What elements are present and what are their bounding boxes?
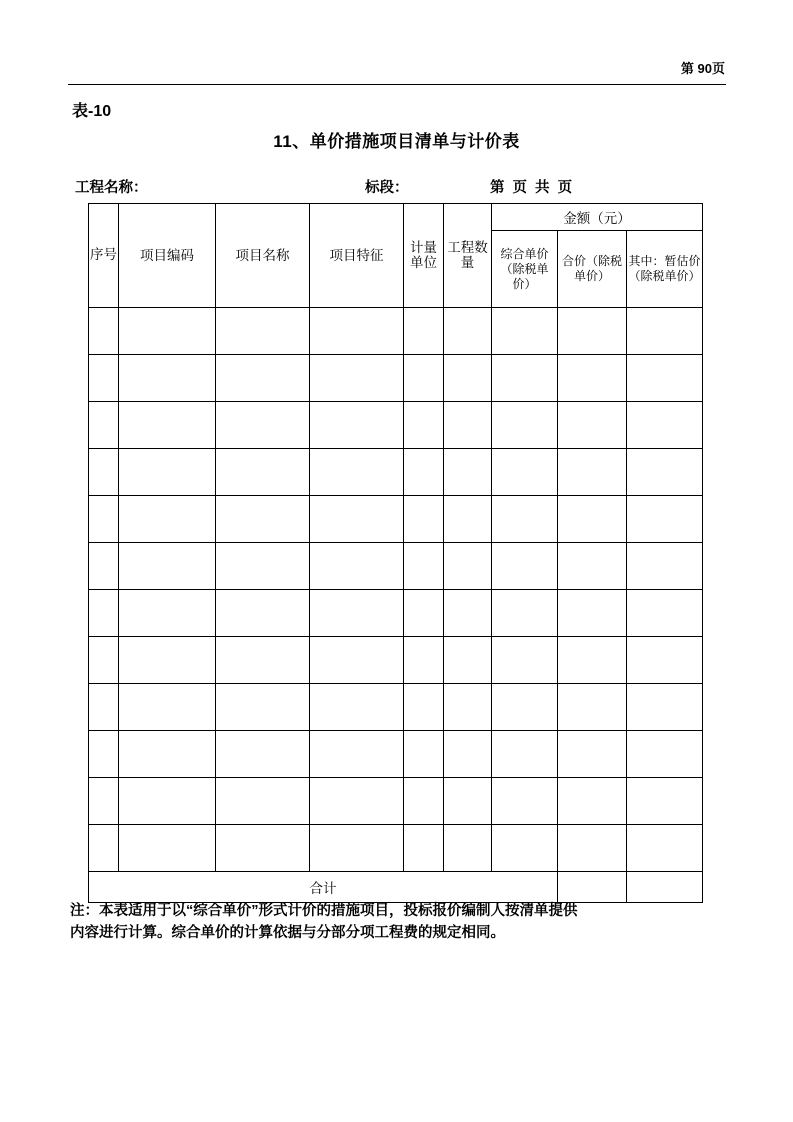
cell-qty[interactable] bbox=[444, 778, 492, 825]
cell-feature[interactable] bbox=[310, 543, 404, 590]
cell-total-price[interactable] bbox=[558, 825, 627, 872]
cell-unit[interactable] bbox=[404, 825, 444, 872]
cell-feature[interactable] bbox=[310, 637, 404, 684]
cell-feature[interactable] bbox=[310, 731, 404, 778]
cell-name[interactable] bbox=[216, 637, 310, 684]
cell-provisional-price[interactable] bbox=[627, 496, 703, 543]
cell-unit[interactable] bbox=[404, 496, 444, 543]
cell-provisional-price[interactable] bbox=[627, 449, 703, 496]
column-header-code: 项目编码 bbox=[119, 204, 216, 308]
cell-total-price[interactable] bbox=[558, 731, 627, 778]
cell-unit[interactable] bbox=[404, 590, 444, 637]
cell-qty[interactable] bbox=[444, 684, 492, 731]
table-row[interactable] bbox=[89, 590, 703, 637]
page-of-label: 第 页 共 页 bbox=[490, 180, 575, 196]
column-header-total-price: 合价（除税单价） bbox=[558, 231, 627, 308]
cell-qty[interactable] bbox=[444, 308, 492, 355]
cell-unit-price[interactable] bbox=[492, 543, 558, 590]
cell-seq[interactable] bbox=[89, 731, 119, 778]
total-provisional[interactable] bbox=[627, 872, 703, 903]
cell-name[interactable] bbox=[216, 825, 310, 872]
cell-feature[interactable] bbox=[310, 778, 404, 825]
cell-unit-price[interactable] bbox=[492, 402, 558, 449]
cell-code[interactable] bbox=[119, 543, 216, 590]
cell-name[interactable] bbox=[216, 308, 310, 355]
table-row[interactable] bbox=[89, 825, 703, 872]
table-row[interactable] bbox=[89, 402, 703, 449]
column-header-amount-group: 金额（元） bbox=[492, 204, 703, 231]
cell-provisional-price[interactable] bbox=[627, 308, 703, 355]
cell-code[interactable] bbox=[119, 684, 216, 731]
cell-name[interactable] bbox=[216, 731, 310, 778]
cell-provisional-price[interactable] bbox=[627, 543, 703, 590]
cell-total-price[interactable] bbox=[558, 449, 627, 496]
cell-feature[interactable] bbox=[310, 449, 404, 496]
cell-unit-price[interactable] bbox=[492, 308, 558, 355]
total-amount[interactable] bbox=[558, 872, 627, 903]
cell-unit-price[interactable] bbox=[492, 778, 558, 825]
cell-name[interactable] bbox=[216, 778, 310, 825]
cell-code[interactable] bbox=[119, 731, 216, 778]
cell-code[interactable] bbox=[119, 449, 216, 496]
total-label: 合计 bbox=[89, 872, 558, 903]
cell-feature[interactable] bbox=[310, 402, 404, 449]
cell-feature[interactable] bbox=[310, 308, 404, 355]
table-header bbox=[89, 204, 703, 308]
cell-unit-price[interactable] bbox=[492, 825, 558, 872]
footnote bbox=[70, 900, 720, 945]
cell-name[interactable] bbox=[216, 449, 310, 496]
cell-unit-price[interactable] bbox=[492, 590, 558, 637]
cell-qty[interactable] bbox=[444, 449, 492, 496]
cell-qty[interactable] bbox=[444, 590, 492, 637]
column-header-feature: 项目特征 bbox=[310, 204, 404, 308]
cell-feature[interactable] bbox=[310, 825, 404, 872]
cell-feature[interactable] bbox=[310, 590, 404, 637]
cell-name[interactable] bbox=[216, 355, 310, 402]
column-header-name: 项目名称 bbox=[216, 204, 310, 308]
cell-total-price[interactable] bbox=[558, 402, 627, 449]
cell-code[interactable] bbox=[119, 308, 216, 355]
table-header-row-group bbox=[89, 204, 703, 231]
cell-seq[interactable] bbox=[89, 778, 119, 825]
cell-unit[interactable] bbox=[404, 731, 444, 778]
cell-unit-price[interactable] bbox=[492, 637, 558, 684]
cell-unit[interactable] bbox=[404, 543, 444, 590]
column-header-qty: 工程数量 bbox=[444, 204, 492, 308]
cell-unit-price[interactable] bbox=[492, 731, 558, 778]
cell-code[interactable] bbox=[119, 402, 216, 449]
footnote-line-1: 注：本表适用于以“综合单价”形式计价的措施项目，投标报价编制人按清单提供 bbox=[70, 903, 578, 919]
cell-unit-price[interactable] bbox=[492, 496, 558, 543]
cell-total-price[interactable] bbox=[558, 590, 627, 637]
cell-total-price[interactable] bbox=[558, 637, 627, 684]
section-label: 标段： bbox=[365, 180, 409, 196]
bill-of-quantities-table bbox=[88, 203, 703, 903]
cell-code[interactable] bbox=[119, 496, 216, 543]
cell-unit[interactable] bbox=[404, 355, 444, 402]
cell-feature[interactable] bbox=[310, 496, 404, 543]
cell-seq[interactable] bbox=[89, 590, 119, 637]
page-title: 11、单价措施项目清单与计价表 bbox=[273, 132, 520, 151]
cell-feature[interactable] bbox=[310, 355, 404, 402]
table-row[interactable] bbox=[89, 355, 703, 402]
form-code: 表-10 bbox=[72, 103, 112, 120]
cell-code[interactable] bbox=[119, 590, 216, 637]
cell-code[interactable] bbox=[119, 355, 216, 402]
cell-qty[interactable] bbox=[444, 402, 492, 449]
cell-seq[interactable] bbox=[89, 355, 119, 402]
column-header-provisional-price: 其中：暂估价（除税单价） bbox=[627, 231, 703, 308]
cell-name[interactable] bbox=[216, 402, 310, 449]
cell-total-price[interactable] bbox=[558, 543, 627, 590]
table-row[interactable] bbox=[89, 543, 703, 590]
table-total-row bbox=[89, 872, 703, 903]
table-row[interactable] bbox=[89, 308, 703, 355]
cell-qty[interactable] bbox=[444, 543, 492, 590]
cell-name[interactable] bbox=[216, 590, 310, 637]
cell-provisional-price[interactable] bbox=[627, 778, 703, 825]
table-body bbox=[89, 308, 703, 903]
bill-of-quantities-table-wrap bbox=[88, 203, 703, 903]
cell-unit[interactable] bbox=[404, 402, 444, 449]
cell-unit[interactable] bbox=[404, 449, 444, 496]
cell-unit[interactable] bbox=[404, 684, 444, 731]
cell-unit[interactable] bbox=[404, 637, 444, 684]
cell-provisional-price[interactable] bbox=[627, 402, 703, 449]
cell-name[interactable] bbox=[216, 543, 310, 590]
cell-qty[interactable] bbox=[444, 355, 492, 402]
cell-qty[interactable] bbox=[444, 731, 492, 778]
cell-seq[interactable] bbox=[89, 308, 119, 355]
table-row[interactable] bbox=[89, 449, 703, 496]
cell-seq[interactable] bbox=[89, 637, 119, 684]
cell-seq[interactable] bbox=[89, 449, 119, 496]
cell-provisional-price[interactable] bbox=[627, 637, 703, 684]
cell-unit-price[interactable] bbox=[492, 355, 558, 402]
cell-qty[interactable] bbox=[444, 637, 492, 684]
table-row[interactable] bbox=[89, 778, 703, 825]
cell-provisional-price[interactable] bbox=[627, 355, 703, 402]
cell-code[interactable] bbox=[119, 825, 216, 872]
cell-total-price[interactable] bbox=[558, 355, 627, 402]
cell-unit[interactable] bbox=[404, 778, 444, 825]
cell-seq[interactable] bbox=[89, 496, 119, 543]
cell-qty[interactable] bbox=[444, 825, 492, 872]
cell-code[interactable] bbox=[119, 637, 216, 684]
footnote-line-2: 内容进行计算。综合单价的计算依据与分部分项工程费的规定相同。 bbox=[70, 925, 505, 942]
table-row[interactable] bbox=[89, 496, 703, 543]
cell-unit[interactable] bbox=[404, 308, 444, 355]
table-row[interactable] bbox=[89, 731, 703, 778]
cell-code[interactable] bbox=[119, 778, 216, 825]
header-divider bbox=[68, 84, 726, 85]
cell-provisional-price[interactable] bbox=[627, 590, 703, 637]
page-number: 第 90页 bbox=[680, 61, 725, 76]
table-row[interactable] bbox=[89, 684, 703, 731]
cell-unit-price[interactable] bbox=[492, 449, 558, 496]
cell-total-price[interactable] bbox=[558, 496, 627, 543]
column-header-unit: 计量单位 bbox=[404, 204, 444, 308]
cell-name[interactable] bbox=[216, 496, 310, 543]
cell-name[interactable] bbox=[216, 684, 310, 731]
cell-provisional-price[interactable] bbox=[627, 684, 703, 731]
cell-seq[interactable] bbox=[89, 684, 119, 731]
cell-seq[interactable] bbox=[89, 825, 119, 872]
cell-seq[interactable] bbox=[89, 402, 119, 449]
cell-unit-price[interactable] bbox=[492, 684, 558, 731]
cell-total-price[interactable] bbox=[558, 778, 627, 825]
column-header-unit-price: 综合单价（除税单价） bbox=[492, 231, 558, 308]
table-row[interactable] bbox=[89, 637, 703, 684]
cell-total-price[interactable] bbox=[558, 308, 627, 355]
cell-provisional-price[interactable] bbox=[627, 731, 703, 778]
cell-total-price[interactable] bbox=[558, 684, 627, 731]
cell-provisional-price[interactable] bbox=[627, 825, 703, 872]
cell-seq[interactable] bbox=[89, 543, 119, 590]
cell-qty[interactable] bbox=[444, 496, 492, 543]
cell-feature[interactable] bbox=[310, 684, 404, 731]
column-header-seq: 序号 bbox=[89, 204, 119, 308]
project-name-label: 工程名称： bbox=[75, 180, 148, 196]
